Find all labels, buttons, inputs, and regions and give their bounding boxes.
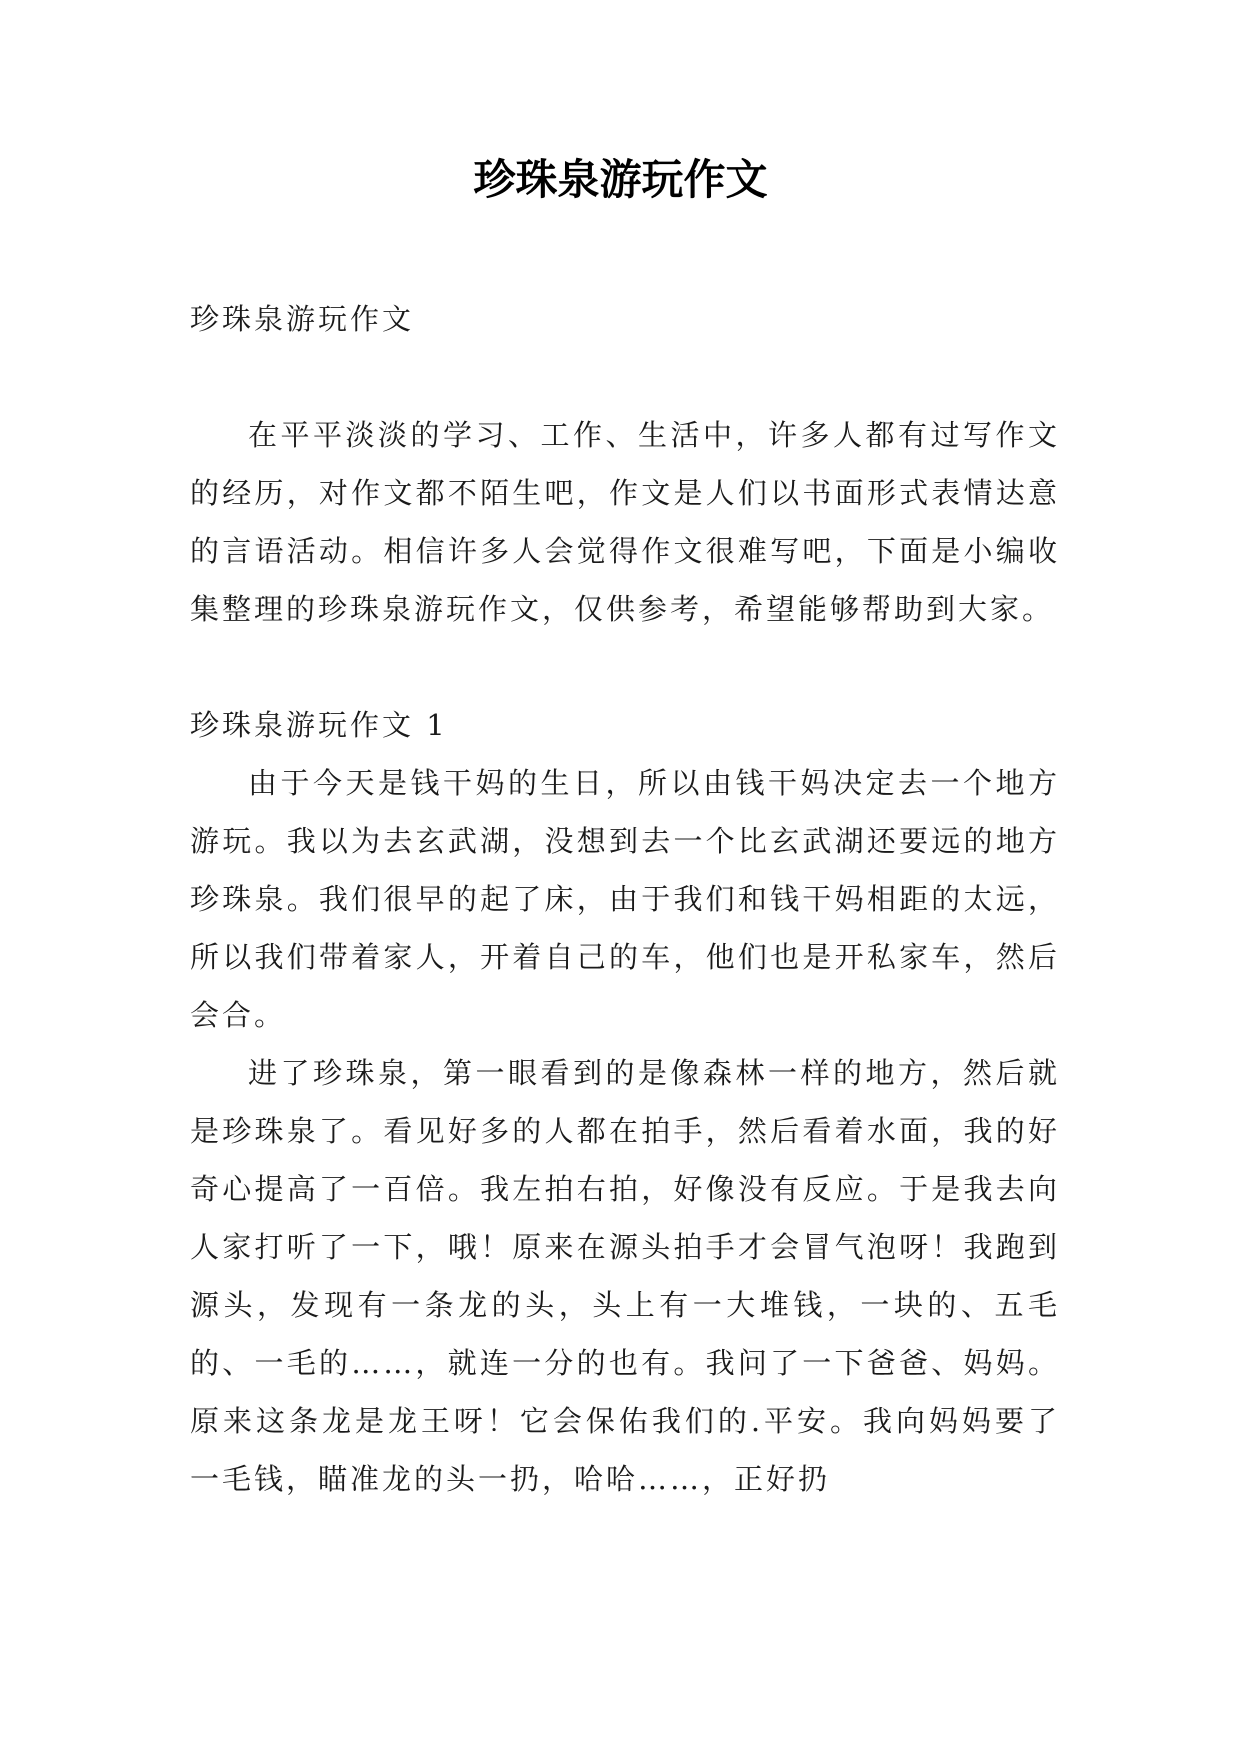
intro-paragraph: 在平平淡淡的学习、工作、生活中，许多人都有过写作文的经历，对作文都不陌生吧，作文是人们以书面形式表情达意的言语活动。相信许多人会觉得作文很难写吧，下面是小编收集整理的珍珠泉游玩作文，仅供参考，希望能够帮助到大家。	[190, 418, 1060, 626]
spacer	[190, 348, 1060, 406]
spacer	[190, 638, 1060, 696]
section-heading: 珍珠泉游玩作文 1	[190, 708, 448, 742]
document-title: 珍珠泉游玩作文	[473, 155, 768, 204]
section-paragraph: 由于今天是钱干妈的生日，所以由钱干妈决定去一个地方游玩。我以为去玄武湖，没想到去一个比玄武湖还要远的地方珍珠泉。我们很早的起了床，由于我们和钱干妈相距的太远，所以我们带着家人，开着自己的车，他们也是开私家车，然后会合。	[190, 766, 1060, 1032]
section-paragraph: 进了珍珠泉，第一眼看到的是像森林一样的地方，然后就是珍珠泉了。看见好多的人都在拍手，然后看着水面，我的好奇心提高了一百倍。我左拍右拍，好像没有反应。于是我去向人家打听了一下，哦！原来在源头拍手才会冒气泡呀！我跑到源头，发现有一条龙的头，头上有一大堆钱，一块的、五毛的、一毛的……，就连一分的也有。我问了一下爸爸、妈妈。原来这条龙是龙王呀！它会保佑我们的.平安。我向妈妈要了一毛钱，瞄准龙的头一扔，哈哈……，正好扔	[190, 1056, 1060, 1496]
document-subtitle: 珍珠泉游玩作文	[190, 302, 415, 336]
document-body	[190, 290, 1060, 1508]
